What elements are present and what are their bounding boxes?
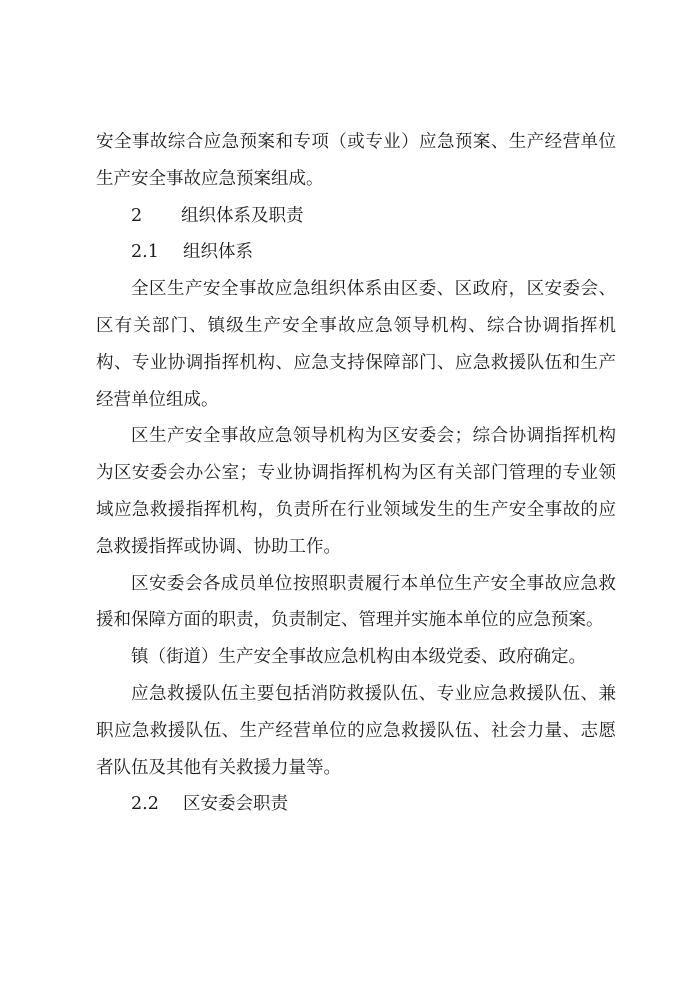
section-2-1-title: 组织体系: [183, 242, 253, 263]
section-2-2-number: 2.2: [131, 794, 159, 815]
section-2-1-heading: [96, 234, 616, 271]
section-2-2-heading: [96, 786, 616, 823]
paragraph-town-agency: 镇（街道）生产安全事故应急机构由本级党委、政府确定。: [131, 647, 586, 668]
section-2-2-title: 区安委会职责: [183, 794, 288, 815]
paragraph-leadership-agency: 区生产安全事故应急领导机构为区安委会；综合协调指挥机构为区安委会办公室；专业协调指挥机构为区有关部门管理的专业领域应急救援指挥机构，负责所在行业领域发生的生产安全事故的应急救援指挥或协调、协助工作。: [96, 426, 616, 557]
paragraph-organization-system: 全区生产安全事故应急组织体系由区委、区政府，区安委会、区有关部门、镇级生产安全事故应急领导机构、综合协调指挥机构、专业协调指挥机构、应急支持保障部门、应急救援队伍和生产经营单位组成。: [96, 279, 616, 410]
section-2-title: 组织体系及职责: [181, 205, 304, 226]
paragraph-rescue-teams: 应急救援队伍主要包括消防救援队伍、专业应急救援队伍、兼职应急救援队伍、生产经营单位的应急救援队伍、社会力量、志愿者队伍及其他有关救援力量等。: [96, 683, 616, 778]
paragraph-member-units: 区安委会各成员单位按照职责履行本单位生产安全事故应急救援和保障方面的职责，负责制定、管理并实施本单位的应急预案。: [96, 573, 616, 631]
document-body: [96, 124, 616, 823]
intro-continuation-paragraph: 安全事故综合应急预案和专项（或专业）应急预案、生产经营单位生产安全事故应急预案组成。: [96, 132, 616, 189]
section-2-heading: [96, 198, 616, 235]
section-2-number: 2: [131, 205, 143, 226]
section-2-1-number: 2.1: [131, 242, 159, 263]
